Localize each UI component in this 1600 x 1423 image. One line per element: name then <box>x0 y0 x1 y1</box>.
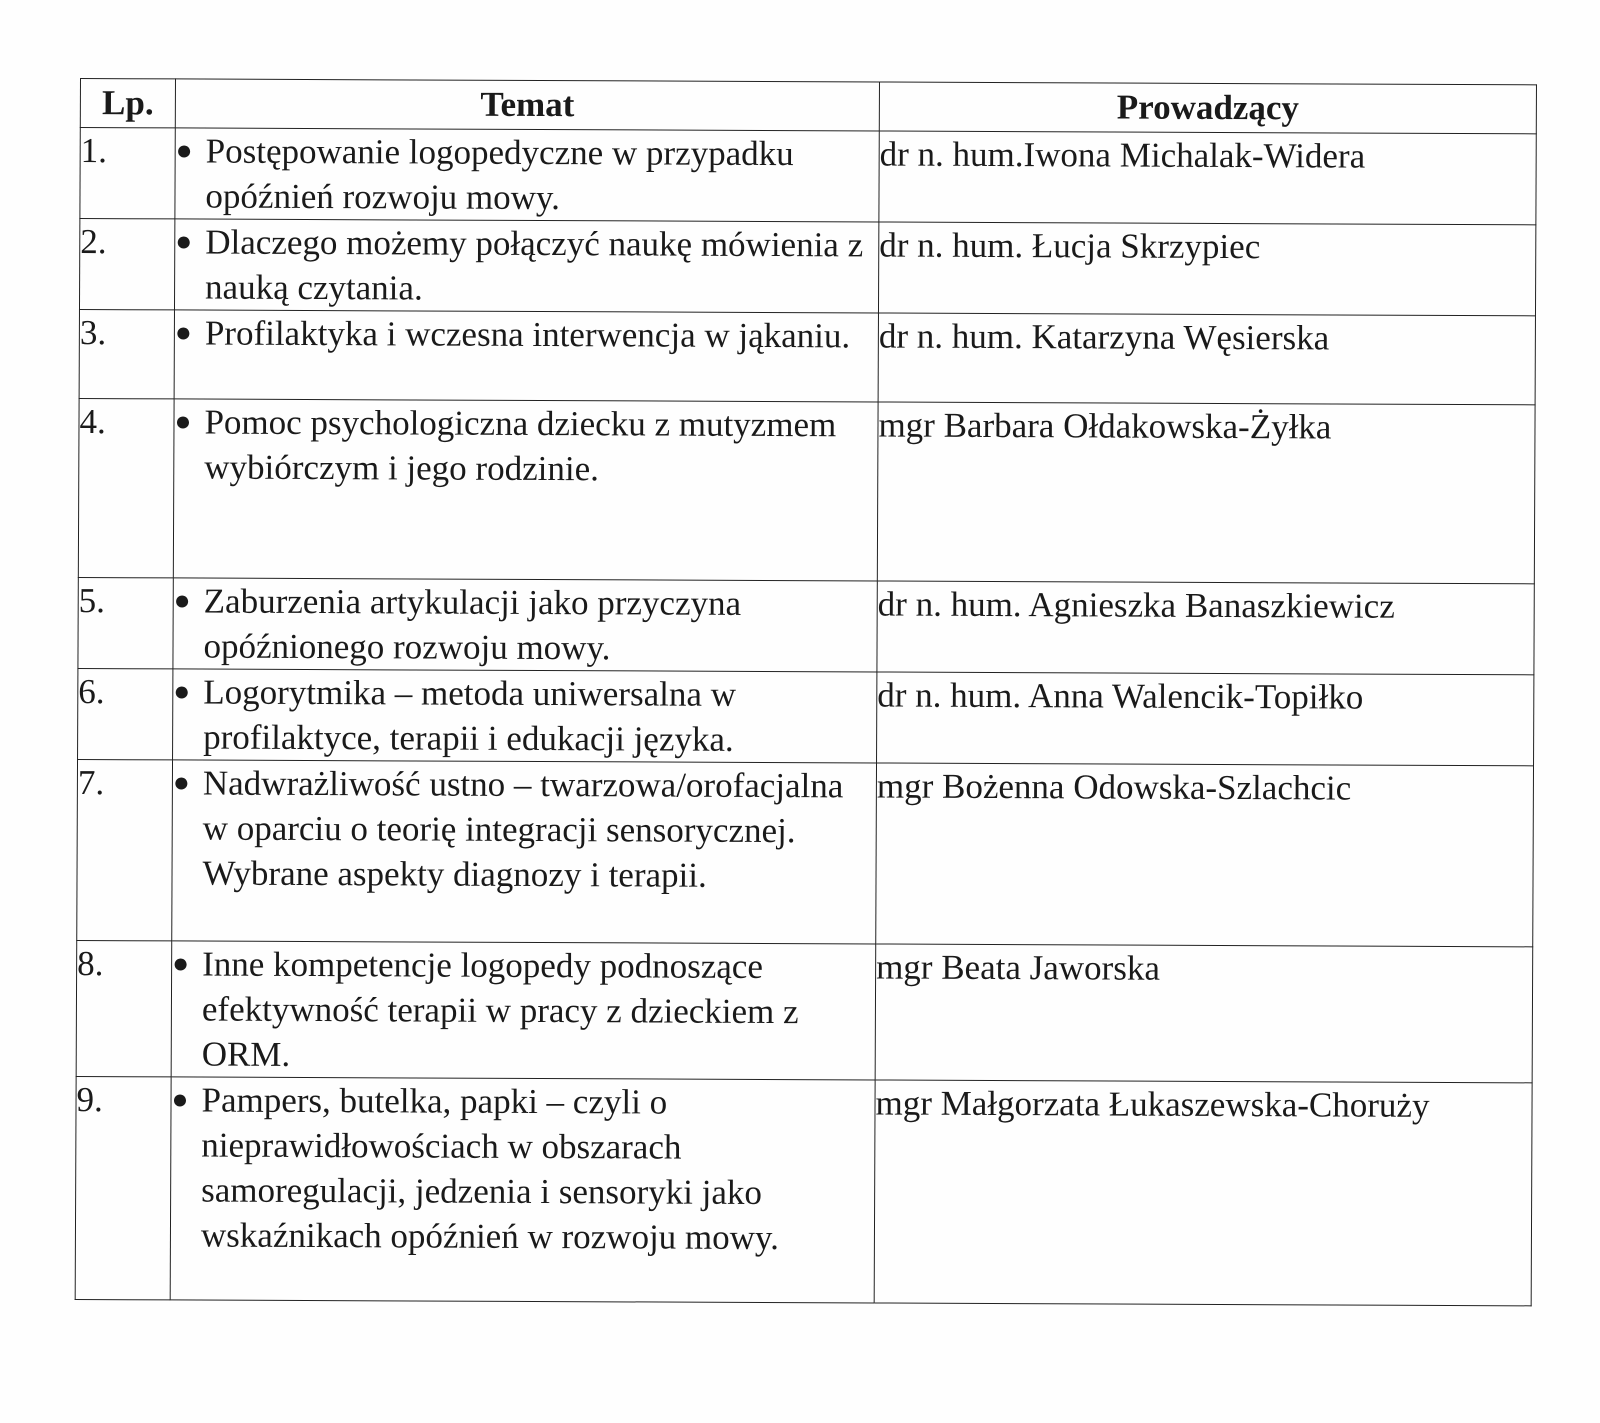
row-topic <box>173 578 877 672</box>
row-topic <box>172 760 877 944</box>
table-row <box>75 1076 1532 1305</box>
bullet-icon: ● <box>175 226 193 258</box>
table-row <box>78 398 1535 583</box>
row-lecturer: dr n. hum. Anna Walencik-Topiłko <box>877 672 1534 766</box>
row-topic <box>173 399 878 581</box>
table-header-row <box>80 79 1536 134</box>
topic-text: Inne kompetencje logopedy podnoszące efektywność terapii w pracy z dzieckiem z ORM. <box>201 944 799 1074</box>
bullet-icon: ● <box>175 135 193 167</box>
bullet-icon: ● <box>173 585 191 617</box>
table-row <box>76 940 1533 1082</box>
header-topic: Temat <box>175 79 879 131</box>
row-number: 8. <box>76 940 172 1076</box>
table-row <box>77 759 1534 946</box>
header-lead: Prowadzący <box>879 82 1536 134</box>
row-number: 9. <box>75 1076 171 1299</box>
topic-text: Zaburzenia artykulacji jako przyczyna opóźnionego rozwoju mowy. <box>203 581 742 668</box>
row-lecturer: mgr Małgorzata Łukaszewska-Choruży <box>874 1080 1532 1306</box>
table-row <box>79 219 1535 316</box>
topic-text: Pomoc psychologiczna dziecku z mutyzmem wybiórczym i jego rodzinie. <box>204 402 837 489</box>
row-topic <box>171 941 876 1080</box>
row-number: 7. <box>77 759 173 940</box>
bullet-icon: ● <box>174 406 192 438</box>
schedule-table <box>75 78 1537 1306</box>
row-number: 4. <box>78 398 174 577</box>
row-topic <box>174 310 878 402</box>
bullet-icon: ● <box>172 948 190 980</box>
row-topic <box>175 128 879 222</box>
topic-text: Pampers, butelka, papki – czyli o nieprawidłowościach w obszarach samoregulacji, jedzenia i sensoryki jako wskaźnikach opóźnień w rozwoju mowy. <box>200 1080 780 1258</box>
row-number: 6. <box>78 668 173 759</box>
row-lecturer: dr n. hum.Iwona Michalak-Widera <box>879 131 1536 225</box>
topic-text: Profilaktyka i wczesna interwencja w jąkaniu. <box>204 313 851 356</box>
topic-text: Nadwrażliwość ustno – twarzowa/orofacjalna w oparciu o teorię integracji sensorycznej. Wybrane aspekty diagnozy i terapii. <box>202 763 844 895</box>
row-topic <box>174 219 878 313</box>
topic-text: Postępowanie logopedyczne w przypadku opóźnień rozwoju mowy. <box>205 131 794 218</box>
bullet-icon: ● <box>174 317 192 349</box>
table-row <box>80 128 1536 225</box>
table-row <box>79 309 1535 404</box>
bullet-icon: ● <box>173 676 191 708</box>
row-lecturer: dr n. hum. Katarzyna Węsierska <box>878 313 1535 405</box>
topic-text: Dlaczego możemy połączyć naukę mówienia z nauką czytania. <box>205 222 864 308</box>
row-lecturer: dr n. hum. Agnieszka Banaszkiewicz <box>877 581 1534 675</box>
table-row <box>78 577 1534 674</box>
row-number: 3. <box>79 309 174 398</box>
row-topic <box>173 669 877 763</box>
bullet-icon: ● <box>171 1084 189 1116</box>
row-number: 5. <box>78 577 173 668</box>
row-number: 2. <box>79 219 174 310</box>
row-lecturer: mgr Bożenna Odowska-Szlachcic <box>876 763 1534 947</box>
row-topic <box>170 1077 875 1303</box>
row-number: 1. <box>80 128 175 219</box>
bullet-icon: ● <box>172 767 190 799</box>
header-lp: Lp. <box>80 79 175 128</box>
row-lecturer: mgr Barbara Ołdakowska-Żyłka <box>877 402 1535 584</box>
topic-text: Logorytmika – metoda uniwersalna w profilaktyce, terapii i edukacji języka. <box>203 672 737 759</box>
row-lecturer: mgr Beata Jaworska <box>875 944 1533 1083</box>
row-lecturer: dr n. hum. Łucja Skrzypiec <box>878 222 1535 316</box>
table-row <box>78 668 1534 765</box>
